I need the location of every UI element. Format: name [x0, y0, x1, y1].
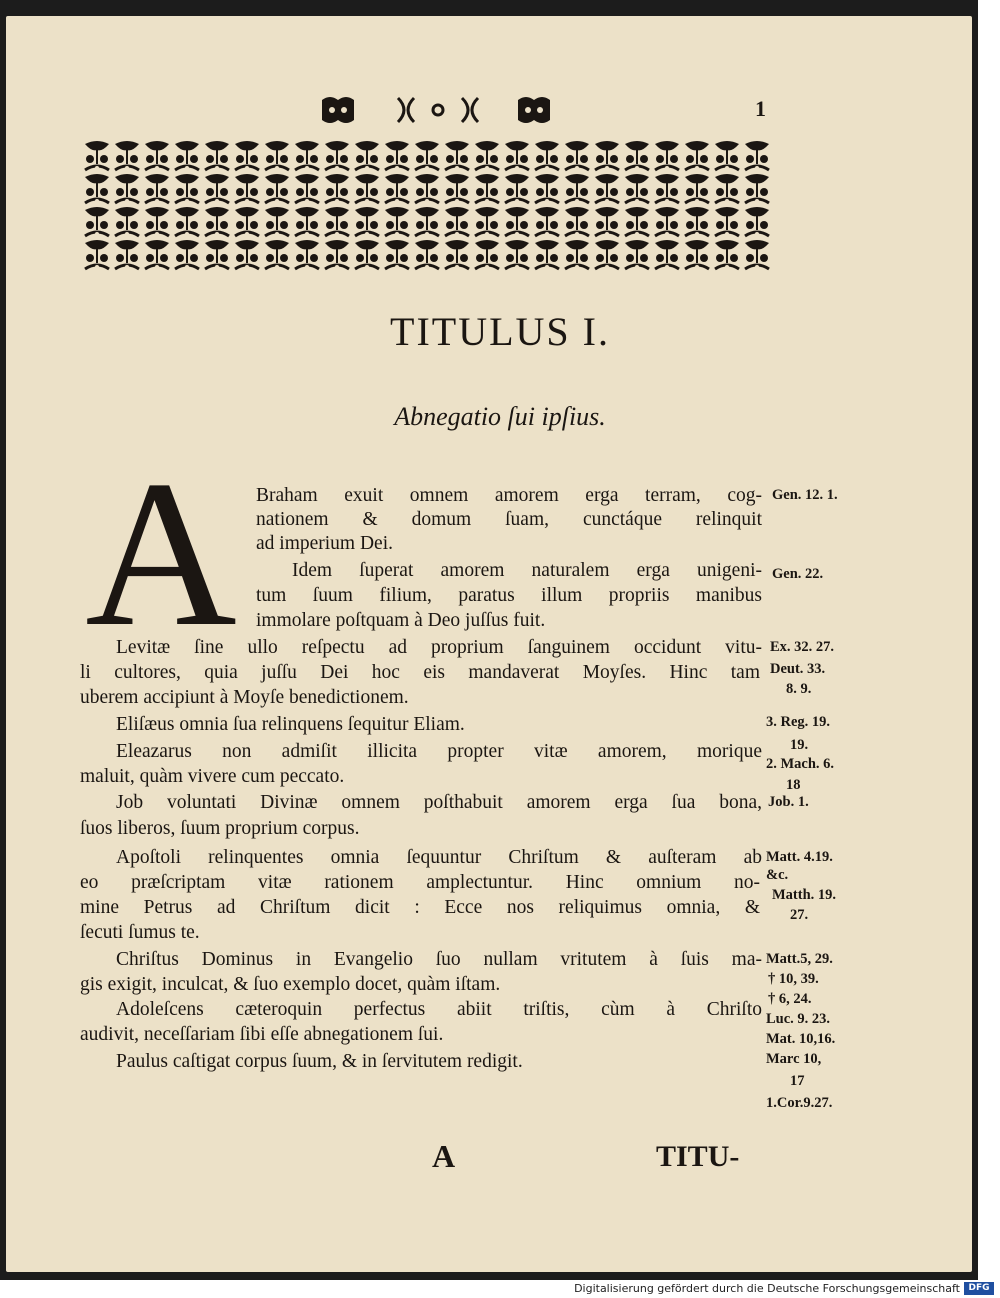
text-line: immolare poſtquam à Deo juſſus fuit.	[256, 610, 546, 631]
text-line: gis exigit, inculcat, & ſuo exemplo docet, quàm iſtam.	[80, 974, 501, 995]
margin-note: † 6, 24.	[768, 991, 812, 1007]
margin-note: Gen. 22.	[772, 566, 824, 582]
margin-note: 2. Mach. 6.	[766, 756, 835, 772]
page-number: 1	[755, 96, 766, 121]
text-line: ſuos liberos, ſuum proprium corpus.	[80, 818, 360, 839]
text-line: Job voluntati Divinæ omnem poſthabuit amorem erga ſua bona,	[116, 792, 762, 813]
text-line: Eliſæus omnia ſua relinquens ſequitur Eliam.	[116, 714, 465, 735]
header-ornament-icon	[318, 92, 558, 128]
text-line: Paulus caſtigat corpus ſuum, & in ſervitutem redigit.	[116, 1051, 523, 1072]
text-line: ſecuti ſumus te.	[80, 922, 200, 943]
margin-note: Matth. 19.	[772, 887, 837, 903]
digitization-footer	[0, 1280, 1000, 1298]
text-line: tum ſuum filium, paratus illum propriis manibus	[256, 585, 762, 606]
margin-note: 17	[790, 1073, 805, 1089]
margin-note: Luc. 9. 23.	[766, 1011, 831, 1027]
text-line: Idem ſuperat amorem naturalem erga unigeni-	[292, 560, 762, 581]
signature-mark: A	[432, 1138, 456, 1174]
text-line: maluit, quàm vivere cum peccato.	[80, 766, 345, 787]
margin-note: † 10, 39.	[768, 971, 819, 987]
margin-note: Matt.5, 29.	[766, 951, 833, 967]
margin-note: &c.	[766, 867, 789, 883]
chapter-title: TITULUS I.	[390, 309, 610, 354]
margin-note: 27.	[790, 907, 809, 923]
text-line: Eleazarus non admiſit illicita propter vitæ amorem, morique	[116, 741, 762, 762]
drop-cap-initial	[76, 462, 246, 632]
text-line: mine Petrus ad Chriſtum dicit : Ecce nos reliquimus omnia, &	[80, 897, 760, 918]
text-line: Apoſtoli relinquentes omnia ſequuntur Chriſtum & auſteram ab	[116, 847, 762, 868]
text-line: Braham exuit omnem amorem erga terram, cog-	[256, 485, 762, 506]
text-line: ad imperium Dei.	[256, 533, 394, 554]
margin-note: 8. 9.	[786, 681, 812, 697]
footer-credit: Digitalisierung gefördert durch die Deutsche Forschungsgemeinschaft	[574, 1282, 960, 1295]
text-line: audivit, neceſſariam ſibi eſſe abnegationem ſui.	[80, 1024, 444, 1045]
text-line: uberem accipiunt à Moyſe benedictionem.	[80, 687, 409, 708]
margin-note: Ex. 32. 27.	[770, 639, 835, 655]
chapter-subtitle: Abnegatio ſui ipſius.	[394, 402, 606, 431]
text-line: Levitæ ſine ullo reſpectu ad proprium ſanguinem occidunt vitu-	[116, 637, 762, 658]
text-line: li cultores, quia juſſu Dei hoc eis mandaverat Moyſes. Hinc tam	[80, 662, 760, 683]
margin-note: Matt. 4.19.	[766, 849, 833, 865]
catchword: TITU-	[656, 1140, 740, 1173]
svg-text:A: A	[85, 462, 237, 632]
dfg-logo-icon: DFG	[964, 1282, 994, 1295]
text-line: nationem & domum ſuam, cunctáque relinquit	[256, 509, 762, 530]
margin-note: Marc 10,	[766, 1051, 822, 1067]
margin-note: Mat. 10,16.	[766, 1031, 836, 1047]
text-line: eo præſcriptam vitæ rationem amplectuntur. Hinc omnium no-	[80, 872, 760, 893]
text-line: Adoleſcens cæteroquin perfectus abiit triſtis, cùm à Chriſto	[116, 999, 762, 1020]
ornamental-band-icon	[82, 140, 772, 272]
margin-note: Deut. 33.	[770, 661, 826, 677]
text-line: Chriſtus Dominus in Evangelio ſuo nullam vritutem à ſuis ma-	[116, 949, 762, 970]
margin-note: 18	[786, 777, 801, 793]
margin-note: 3. Reg. 19.	[766, 714, 831, 730]
margin-note: Gen. 12. 1.	[772, 487, 838, 503]
margin-note: 1.Cor.9.27.	[766, 1095, 833, 1111]
margin-note: 19.	[790, 737, 809, 753]
margin-note: Job. 1.	[768, 794, 809, 810]
